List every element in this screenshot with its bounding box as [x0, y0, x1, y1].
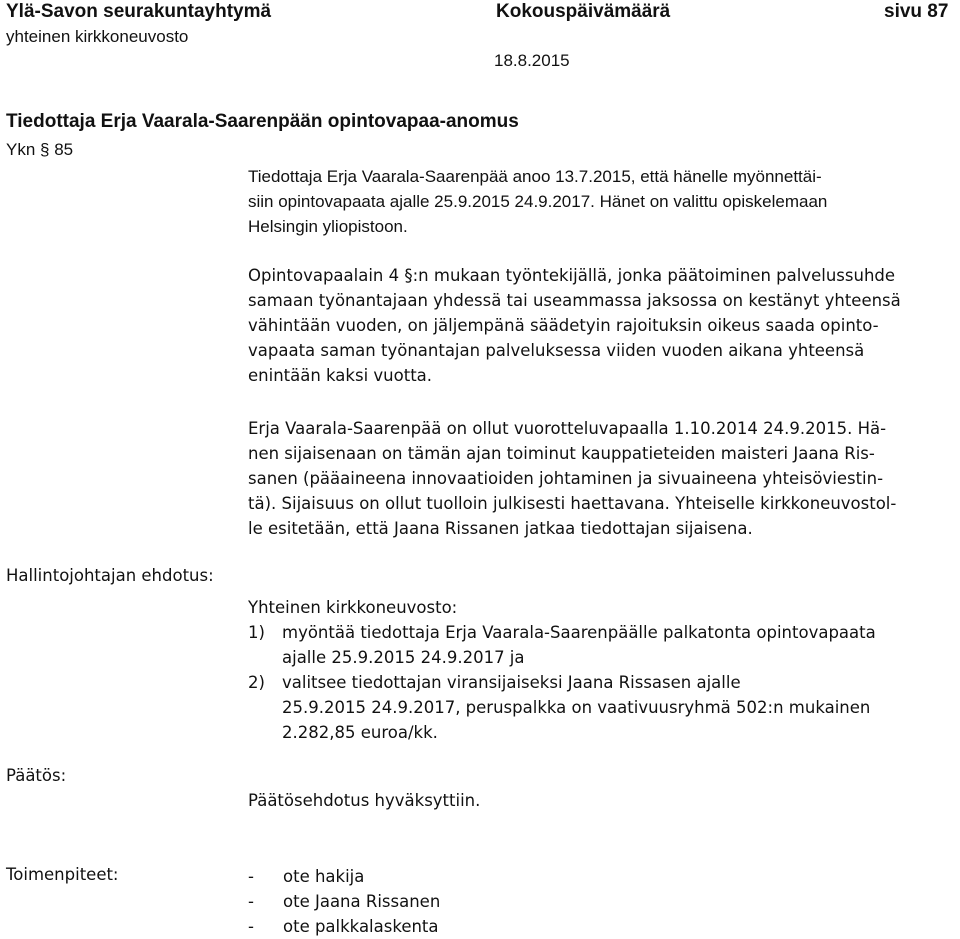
law-paragraph — [248, 263, 960, 388]
actions-label: Toimenpiteet: — [6, 865, 119, 884]
paragraph-line: Erja Vaarala-Saarenpää on ollut vuorotteluvapaalla 1.10.2014 24.9.2015. Hä- — [248, 419, 887, 438]
item-line: 2.282,85 euroa/kk. — [282, 723, 438, 742]
paragraph-line: vähintään vuoden, on jäljempänä säädetyin rajoituksin oikeus saada opinto- — [248, 316, 879, 335]
item-line: valitsee tiedottajan viransijaiseksi Jaana Rissasen ajalle — [282, 673, 741, 692]
page-number: sivu 87 — [884, 1, 949, 22]
paragraph-line: nen sijaisenaan on tämän ajan toiminut kauppatieteiden maisteri Jaana Ris- — [248, 444, 875, 463]
bullet-dash: - — [248, 917, 254, 936]
item-line: myöntää tiedottaja Erja Vaarala-Saarenpäälle palkatonta opintovapaata — [282, 623, 876, 642]
item-line: ajalle 25.9.2015 24.9.2017 ja — [282, 648, 525, 667]
paragraph-line: Helsingin yliopistoon. — [248, 217, 408, 236]
paragraph-line: sanen (pääaineena innovaatioiden johtaminen ja sivuaineena yhteisöviestin- — [248, 469, 884, 488]
section-reference: Ykn § 85 — [6, 140, 74, 159]
paragraph-line: enintään kaksi vuotta. — [248, 366, 433, 385]
organization-name: Ylä-Savon seurakuntayhtymä — [6, 1, 272, 22]
proposal-label: Hallintojohtajan ehdotus: — [6, 566, 214, 585]
paragraph-line: Opintovapaalain 4 §:n mukaan työntekijällä, jonka päätoiminen palvelussuhde — [248, 266, 896, 285]
paragraph-line: samaan työnantajaan yhdessä tai useammassa jaksossa on kestänyt yhteensä — [248, 291, 901, 310]
proposal-item — [248, 620, 960, 670]
action-text: ote palkkalaskenta — [283, 917, 439, 936]
meeting-date: 18.8.2015 — [494, 51, 570, 70]
meeting-date-label: Kokouspäivämäärä — [496, 1, 671, 22]
paragraph-line: vapaata saman työnantajan palveluksessa viiden vuoden aikana yhteensä — [248, 341, 865, 360]
proposal-intro: Yhteinen kirkkoneuvosto: — [248, 598, 458, 617]
decision-label: Päätös: — [6, 766, 67, 785]
item-line: 25.9.2015 24.9.2017, peruspalkka on vaativuusryhmä 502:n mukainen — [282, 698, 871, 717]
substitute-paragraph — [248, 416, 960, 541]
action-text: ote Jaana Rissanen — [283, 892, 441, 911]
bullet-dash: - — [248, 892, 254, 911]
paragraph-line: le esitetään, että Jaana Rissanen jatkaa tiedottajan sijaisena. — [248, 519, 753, 538]
bullet-dash: - — [248, 867, 254, 886]
paragraph-line: Tiedottaja Erja Vaarala-Saarenpää anoo 13.7.2015, että hänelle myönnettäi- — [248, 167, 822, 186]
paragraph-line: siin opintovapaata ajalle 25.9.2015 24.9.2017. Hänet on valittu opiskelemaan — [248, 192, 828, 211]
paragraph-line: tä). Sijaisuus on ollut tuolloin julkisesti haettavana. Yhteiselle kirkkoneuvostol- — [248, 494, 897, 513]
action-item — [248, 864, 960, 889]
actions-list — [248, 864, 960, 939]
item-number: 2) — [248, 673, 265, 692]
item-number: 1) — [248, 623, 265, 642]
page-title: Tiedottaja Erja Vaarala-Saarenpään opintovapaa-anomus — [6, 111, 519, 132]
body-name: yhteinen kirkkoneuvosto — [6, 27, 189, 46]
action-text: ote hakija — [283, 867, 365, 886]
proposal-item — [248, 670, 960, 745]
action-item — [248, 889, 960, 914]
decision-text: Päätösehdotus hyväksyttiin. — [248, 791, 481, 810]
action-item — [248, 914, 960, 939]
intro-paragraph — [248, 164, 960, 239]
proposal-section — [248, 595, 960, 745]
